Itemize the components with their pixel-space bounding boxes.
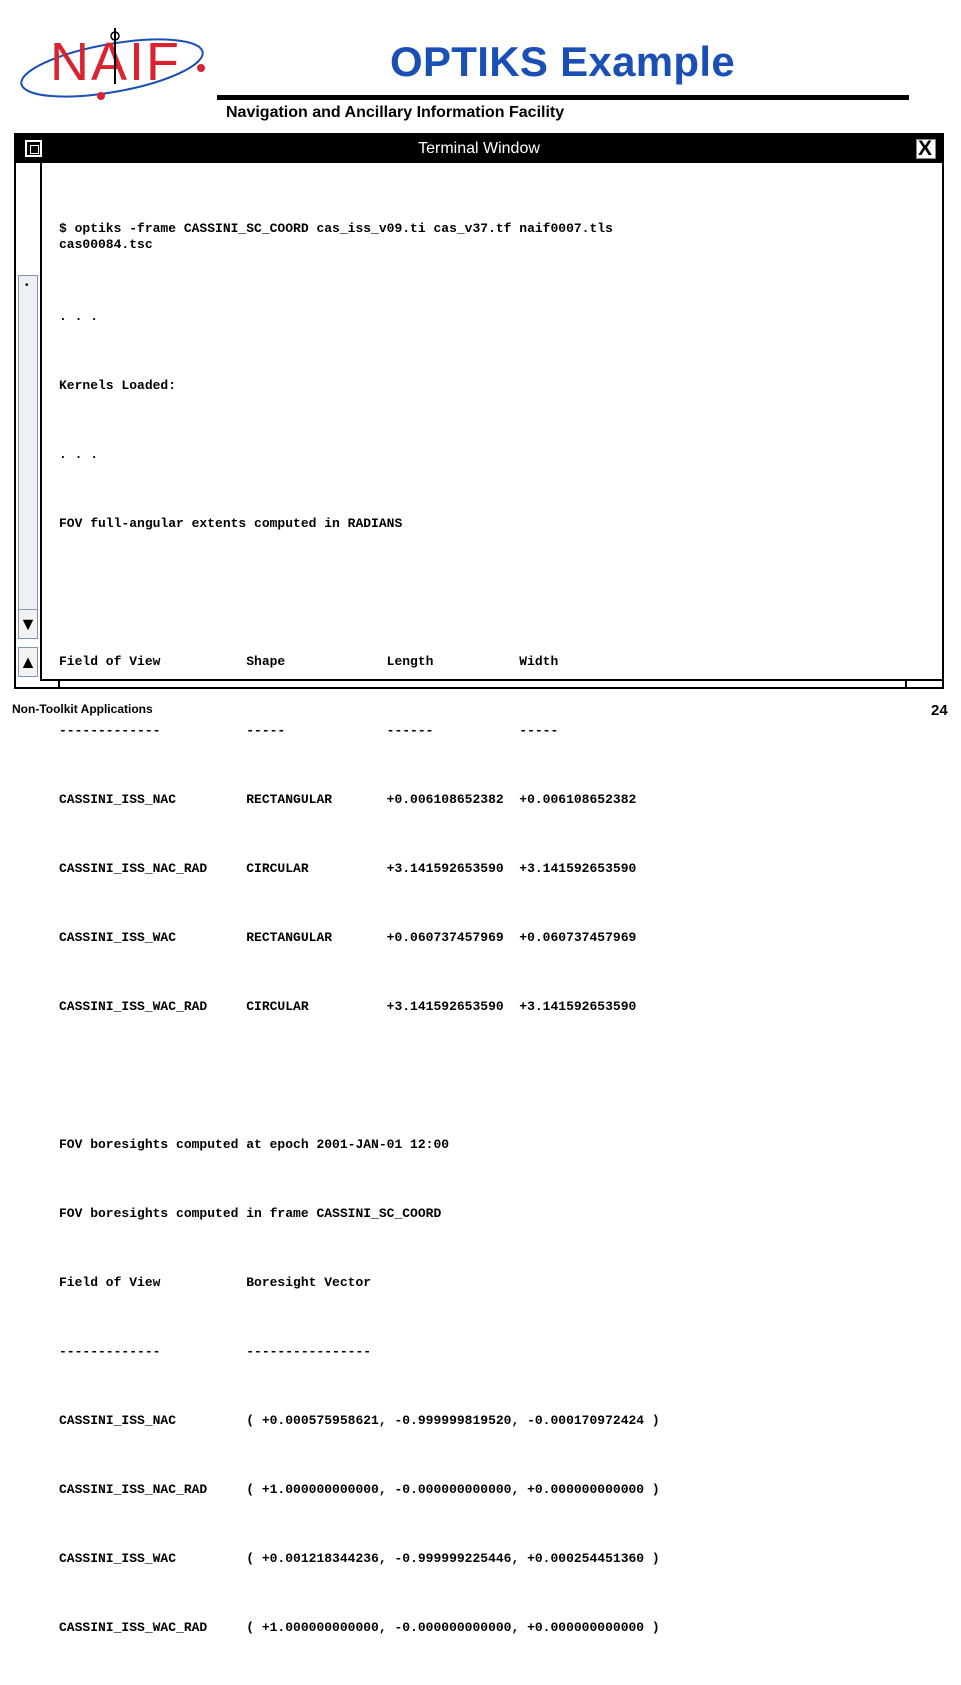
table-header: Field of View Boresight Vector [59, 1275, 372, 1290]
table-header: Field of View Shape Length Width [59, 654, 559, 669]
output-line: FOV boresights computed at epoch 2001-JAN-01 12:00 [59, 1137, 450, 1152]
header-divider [217, 95, 909, 100]
arrow-up-icon: ▲ [19, 652, 37, 672]
output-line: Kernels Loaded: [59, 378, 177, 393]
table-row: CASSINI_ISS_WAC ( +0.001218344236, -0.999999225446, +0.000254451360 ) [59, 1551, 660, 1566]
terminal-output [59, 175, 929, 1685]
table-row: CASSINI_ISS_WAC_RAD CIRCULAR +3.141592653590 +3.141592653590 [59, 999, 637, 1014]
output-line: . . . [59, 447, 99, 462]
table-row: CASSINI_ISS_NAC RECTANGULAR +0.006108652382 +0.006108652382 [59, 792, 637, 807]
window-title: Terminal Window [418, 140, 540, 157]
output-line [59, 1064, 929, 1087]
page-number: 24 [931, 702, 948, 719]
table-divider: ------------- ---------------- [59, 1344, 372, 1359]
scroll-up-button[interactable] [18, 647, 38, 677]
table-row: CASSINI_ISS_NAC_RAD ( +1.000000000000, -0.000000000000, +0.000000000000 ) [59, 1482, 660, 1497]
vertical-scrollbar[interactable] [16, 163, 42, 681]
close-icon: X [918, 137, 933, 160]
table-row: CASSINI_ISS_NAC ( +0.000575958621, -0.999999819520, -0.000170972424 ) [59, 1413, 660, 1428]
output-line [59, 581, 929, 604]
page-title: OPTIKS Example [390, 38, 735, 85]
naif-logo [12, 18, 217, 110]
table-row: CASSINI_ISS_WAC_RAD ( +1.000000000000, -0.000000000000, +0.000000000000 ) [59, 1620, 660, 1635]
scroll-down-button[interactable] [18, 609, 38, 639]
close-button[interactable] [916, 139, 936, 159]
page-subtitle: Navigation and Ancillary Information Facility [226, 104, 565, 121]
command-line: $ optiks -frame CASSINI_SC_COORD cas_iss_v09.ti cas_v37.tf naif0007.tls cas00084.tsc [59, 221, 613, 252]
table-row: CASSINI_ISS_NAC_RAD CIRCULAR +3.141592653590 +3.141592653590 [59, 861, 637, 876]
output-line: . . . [59, 309, 99, 324]
output-line: FOV full-angular extents computed in RADIANS [59, 516, 403, 531]
scrollbar-thumb[interactable]: • [25, 280, 29, 291]
logo-text: NAIF [50, 32, 182, 92]
table-divider: ------------- ----- ------ ----- [59, 723, 559, 738]
window-titlebar[interactable] [16, 135, 942, 163]
arrow-down-icon: ▼ [19, 614, 37, 634]
scrollbar-track[interactable] [18, 275, 38, 637]
output-line: FOV boresights computed in frame CASSINI_SC_COORD [59, 1206, 442, 1221]
footer-section-label: Non-Toolkit Applications [12, 702, 153, 716]
table-row: CASSINI_ISS_WAC RECTANGULAR +0.060737457969 +0.060737457969 [59, 930, 637, 945]
